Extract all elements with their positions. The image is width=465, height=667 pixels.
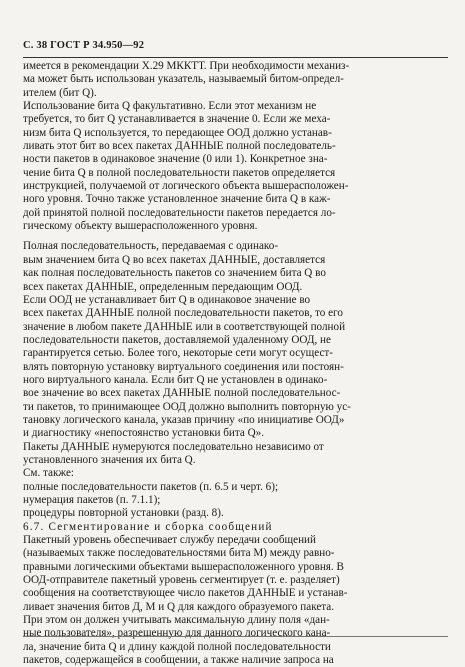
text-line: ного уровня. Точно также установленное значение бита Q в каж-	[23, 193, 331, 206]
text-line: установленного значения их бита Q.	[23, 453, 196, 466]
text-line: ливает значения битов Д, М и Q для каждого образуемого пакета.	[23, 600, 335, 613]
paragraph-gap	[23, 233, 450, 240]
text-line: ма может быть использован указатель, называемый битом-определ-	[23, 73, 344, 86]
text-line: как полная последовательность пакетов со значением бита Q во	[23, 267, 326, 280]
text-line: ности пакетов в одинаковое значение (0 или 1). Конкретное зна-	[23, 153, 328, 166]
text-line: влять повторную установку виртуального соединения или постоян-	[23, 360, 344, 373]
text-line: Пакеты ДАННЫЕ нумеруются последовательно независимо от	[23, 440, 324, 453]
text-line: пакетов, содержащейся в сообщении, а также наличие запроса на	[23, 654, 334, 667]
text-line: требуется, то бит Q устанавливается в значение 0. Если же меха-	[23, 113, 331, 126]
text-line: ные пользователя», разрешенную для данного логического кана-	[23, 627, 331, 640]
text-line: низм бита Q используется, то передающее ООД должно устанав-	[23, 126, 332, 139]
text-line: ООД-отправителе пакетный уровень сегментирует (т. е. разделяет)	[23, 574, 340, 587]
text-line: ла, значение бита Q и длину каждой полной последовательности	[23, 640, 331, 653]
text-line: См. также:	[23, 467, 75, 480]
text-line: инструкцией, получаемой от логического объекта вышерасположен-	[23, 180, 349, 193]
text-line: и диагностику «непостоянство установки бита Q».	[23, 427, 265, 440]
text-line: последовательности пакетов, доставляемой удаленному ООД, не	[23, 333, 331, 346]
text-line: чение бита Q в полной последовательности пакетов определяется	[23, 166, 336, 179]
text-line: ливать этот бит во всех пакетах ДАННЫЕ полной последователь-	[23, 140, 336, 153]
text-line: тановку логического канала, указав причину «по инициативе ООД»	[23, 413, 345, 426]
text-line: дой принятой полной последовательности пакетов передается ло-	[23, 206, 336, 219]
text-line: ителем (бит Q).	[23, 86, 97, 99]
text-line: сообщения на соответствующее число пакетов ДАННЫЕ и устанав-	[23, 587, 348, 600]
text-line: всех пакетах ДАННЫЕ полной последовательности пакетов, то его	[23, 307, 343, 320]
text-line: Если ООД не устанавливает бит Q в одинаковое значение во	[23, 293, 311, 306]
text-line: (называемых также последовательностями бита М) между равно-	[23, 547, 335, 560]
text-line: правными логическими объектами вышерасположенного уровня. В	[23, 560, 344, 573]
text-line: значение в любом пакете ДАННЫЕ или в соответствующей полной	[23, 320, 346, 333]
text-line: нумерация пакетов (п. 7.1.1);	[23, 494, 161, 506]
text-line: вым значением бита Q во всех пакетах ДАННЫЕ, доставляется	[23, 253, 326, 266]
text-line: Использование бита Q факультативно. Если этот механизм не	[23, 100, 317, 113]
text-line: ного виртуального канала. Если бит Q не установлен в одинако-	[23, 373, 328, 386]
footer-rule	[23, 636, 448, 637]
text-line: гическому объекту вышерасположенного уровня.	[23, 220, 258, 233]
text-line: гарантируется сетью. Более того, некоторые сети могут осущест-	[23, 347, 333, 360]
running-head: С. 38 ГОСТ Р 34.950—92	[23, 40, 145, 51]
section-heading: 6.7. Сегментирование и сборка сообщений	[23, 520, 273, 533]
text-line: При этом он должен учитывать максимальную длину поля «дан-	[23, 614, 330, 627]
text-line: Пакетный уровень обеспечивает службу передачи сообщений	[23, 534, 316, 547]
text-line: имеется в рекомендации Х.29 МККТТ. При необходимости механиз-	[23, 60, 350, 72]
text-line: полные последовательности пакетов (п. 6.5 и черт. 6);	[23, 480, 279, 493]
header-rule	[23, 57, 448, 58]
text-line: вое значение во всех пакетах ДАННЫЕ полной последовательнос-	[23, 387, 341, 400]
text-line: Полная последовательность, передаваемая с одинако-	[23, 240, 279, 253]
text-line: процедуры повторной установки (разд. 8).	[23, 507, 224, 520]
body-text	[23, 60, 450, 667]
text-line: всех пакетах ДАННЫЕ, определенным передающим ООД.	[23, 280, 303, 293]
text-line: ти пакетов, то принимающее ООД должно выполнить повторную ус-	[23, 400, 351, 413]
